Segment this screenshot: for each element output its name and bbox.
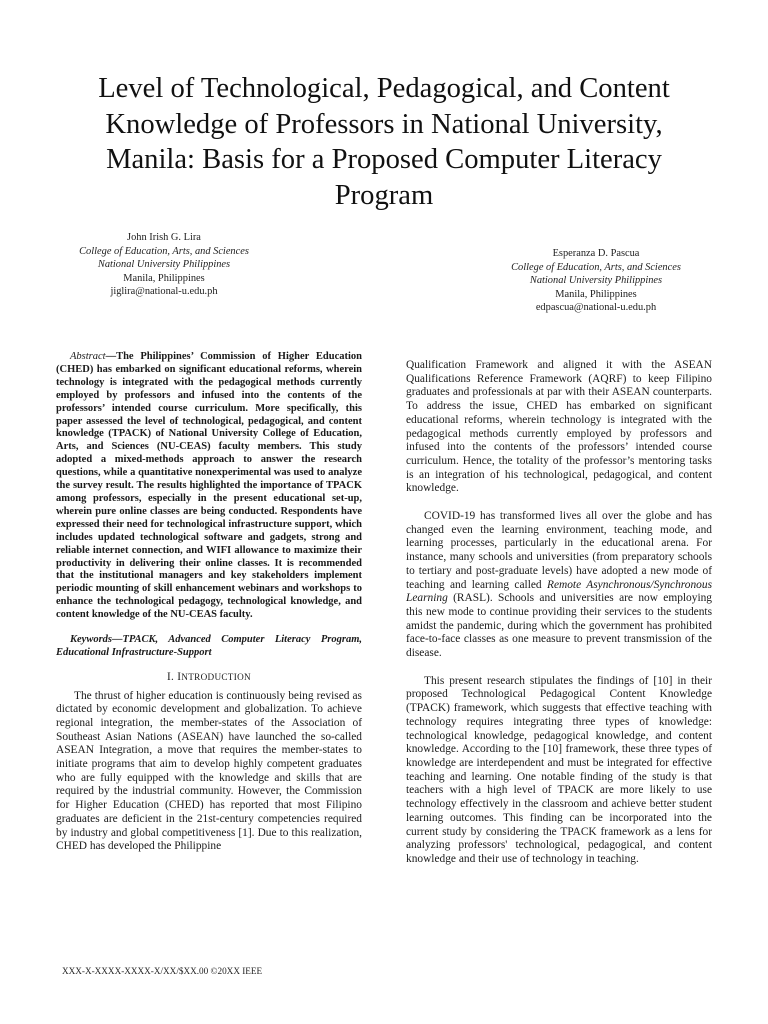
author-name: Esperanza D. Pascua [552, 248, 640, 259]
body-paragraph-3: This present research stipulates the findings of [10] in their proposed Technological Pedagogical Content Knowledge (TPACK) framework, which suggests that effective teaching with technology requires integrating three types of knowledge: technological knowledge, pedagogical knowledge, and content knowledge. According to the [10] framework, these three types of knowledge are interdependent and must be integrated for effective teaching and learning. One notable finding of the study is that teachers with a high level of TPACK are more likely to use technology effectively in the classroom and achieve better student learning outcomes. This finding can be incorporated into the current study by considering the TPACK framework as a lens for analyzing professors' technological, pedagogical, and content knowledge and their use of technology in teaching. [406, 674, 712, 865]
abstract-label: Abstract [70, 351, 106, 362]
author-university: National University Philippines [529, 275, 663, 287]
author-location: Manila, Philippines [555, 288, 637, 300]
body-paragraph-1: Qualification Framework and aligned it with the ASEAN Qualifications Reference Framework (AQRF) to keep Filipino graduates and professionals at par with their ASEAN counterparts. To address the issue, CHED has embarked on significant educational reforms, wherein technology is integrated with the pedagogical methods currently employed by professors and infused into the contents of the professors’ intended course curriculum. Hence, the totality of the professor’s mentoring tasks is an integration of his technological, pedagogical, and content knowledge. [406, 359, 712, 495]
author-email: edpascua@national-u.edu.ph [535, 302, 657, 314]
right-column [406, 359, 712, 881]
section-numeral: I. [167, 670, 178, 683]
keywords [56, 634, 362, 660]
paragraph-italic-term: Remote Asynchronous/Synchronous Learning [406, 578, 712, 605]
author-location: Manila, Philippines [123, 272, 205, 284]
copyright-footer: XXX-X-XXXX-XXXX-X/XX/$XX.00 ©20XX IEEE [62, 966, 263, 976]
keywords-label: Keywords [70, 634, 112, 646]
abstract [56, 351, 362, 622]
paragraph-text: COVID-19 has transformed lives all over the globe and has changed even the learning environment, teaching mode, and learning processes, particularly in the educational arena. For instance, many schools and universities (from preparatory schools to tertiary and post-graduate levels) have adopted a new mode of teaching and learning called [406, 510, 712, 591]
section-title-rest: NTRODUCTION [181, 671, 251, 682]
section-heading-introduction [56, 671, 362, 685]
author-block-1 [44, 231, 284, 299]
author-block-2 [476, 247, 716, 315]
paragraph-text: (RASL). Schools and universities are now employing this new mode to continue providing their services to the students amidst the pandemic, during which the government has prohibited face-to-face classes as one measure to prevent transmission of the disease. [406, 592, 712, 660]
intro-paragraph: The thrust of higher education is continuously being revised as dictated by economic development and globalization. To achieve regional integration, the member-states of the Association of Southeast Asian Nations (ASEAN) have launched the so-called ASEAN Integration, a move that requires the member-states to initiate programs that aim to develop highly competent graduates who are fully equipped with the knowledge and skills that are required by the industrial community. However, the Commission for Higher Education (CHED) has reported that most Filipino graduates are deficient in the 21st-century competencies required by industry and global competitiveness [1]. Due to this realization, CHED has developed the Philippine [56, 689, 362, 853]
author-college: College of Education, Arts, and Sciences [511, 261, 681, 273]
author-university: National University Philippines [97, 259, 231, 271]
author-name: John Irish G. Lira [127, 232, 201, 243]
paper-title: Level of Technological, Pedagogical, and Content Knowledge of Professors in National University, Manila: Basis for a Proposed Computer Literacy Program [98, 73, 670, 211]
left-column [56, 351, 362, 868]
author-college: College of Education, Arts, and Sciences [79, 245, 249, 257]
section-initial: I [177, 670, 182, 683]
body-paragraph-2 [406, 510, 712, 661]
author-email: jiglira@national-u.edu.ph [110, 286, 218, 298]
keywords-text: —TPACK, Advanced Computer Literacy Program, Educational Infrastructure-Support [56, 634, 362, 658]
abstract-text: —The Philippines’ Commission of Higher Education (CHED) has embarked on significant educational reforms, wherein technology is integrated with the pedagogical methods currently employed by professors and infused into the contents of the professors’ intended course curriculum. More specifically, this paper assessed the level of technological, pedagogical, and content knowledge (TPACK) of National University College of Education, Arts, and Sciences (NU-CEAS) faculty members. This study adopted a mixed-methods approach to answer the research questions, while a quantitative nonexperimental was used to analyze the survey result. The results highlighted the importance of TPACK among professors, especially in the present educational set-up, wherein pure online classes are being conducted. Respondents have expressed their need for technological infrastructure support, which includes updated technological software and gadgets, strong and reliable internet connection, and WIFI allowance to maximize their productivity in delivering their online classes. It is recommended that the institutional managers and key stakeholders implement periodic mounting of skill enhancement webinars and workshops to enhance the technological pedagogy, technological knowledge, and content knowledge of the NU-CEAS faculty. [56, 351, 362, 621]
